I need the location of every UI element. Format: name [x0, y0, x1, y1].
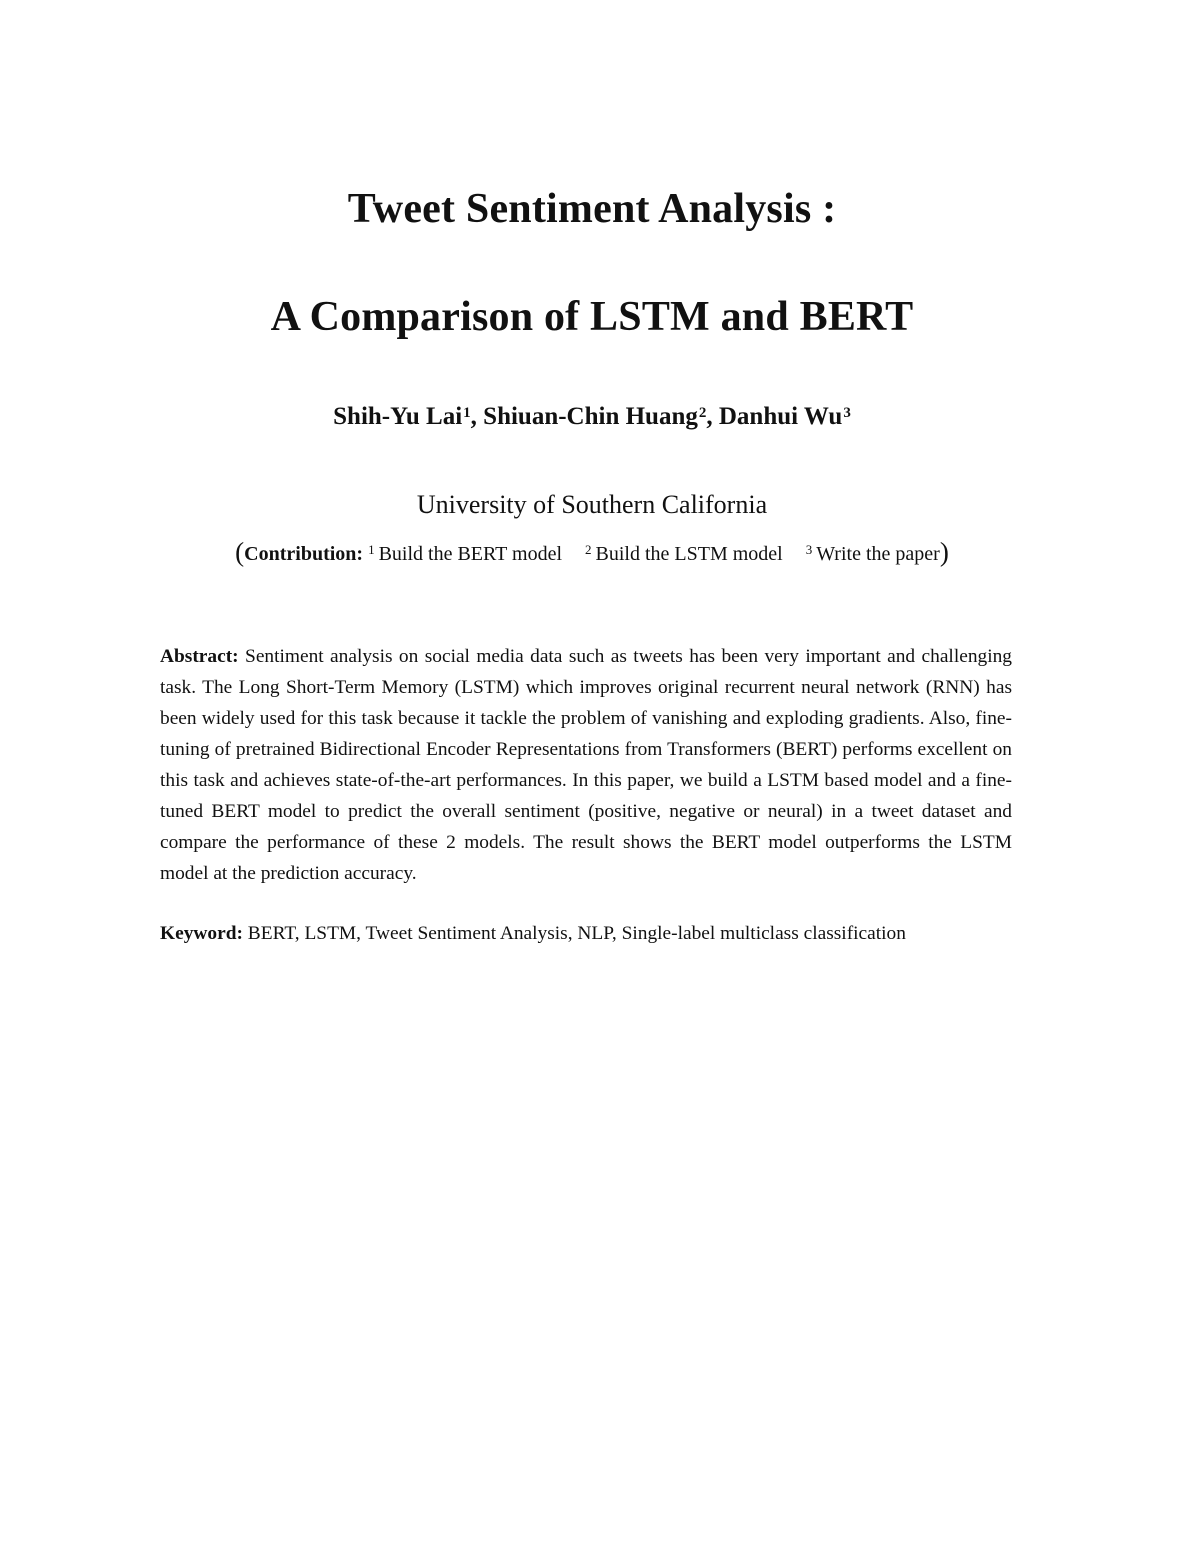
- contribution-mark: 1: [368, 542, 375, 557]
- author-name: Shiuan-Chin Huang: [483, 403, 698, 430]
- author-separator: ,: [470, 403, 484, 430]
- keywords: [160, 918, 1020, 949]
- contribution-item: Build the LSTM model: [595, 543, 783, 565]
- abstract: [160, 641, 1012, 889]
- keyword-text: BERT, LSTM, Tweet Sentiment Analysis, NLP, Single-label multiclass classification: [247, 923, 906, 944]
- author-affiliation-mark: 1: [463, 405, 471, 421]
- author-name: Danhui Wu: [718, 403, 843, 430]
- contribution-mark: 2: [585, 542, 592, 557]
- abstract-label: Abstract:: [160, 646, 239, 667]
- contribution-note: [0, 535, 1184, 571]
- author-name: Shih-Yu Lai: [333, 403, 463, 430]
- author-list: [0, 400, 1184, 434]
- paper-title-line-1: Tweet Sentiment Analysis :: [347, 186, 837, 232]
- affiliation: University of Southern California: [416, 490, 768, 519]
- author-affiliation-mark: 2: [698, 405, 707, 421]
- contribution-close-paren: ): [939, 537, 949, 567]
- keyword-label: Keyword:: [160, 923, 243, 944]
- contribution-open-paren: (: [235, 537, 245, 567]
- contribution-item: Write the paper: [816, 543, 940, 565]
- abstract-text: Sentiment analysis on social media data such as tweets has been very important and challenging task. The Long Short-Term Memory (LSTM) which improves original recurrent neural network (RNN) has been widely used for this task because it tackle the problem of vanishing and exploding gradients. Also, fine-tuning of pretrained Bidirectional Encoder Representations from Transformers (BERT) performs excellent on this task and achieves state-of-the-art performances. In this paper, we build a LSTM based model and a fine-tuned BERT model to predict the overall sentiment (positive, negative or neural) in a tweet dataset and compare the performance of these 2 models. The result shows the BERT model outperforms the LSTM model at the prediction accuracy.: [160, 646, 1012, 884]
- contribution-item: Build the BERT model: [378, 543, 563, 565]
- contribution-label: Contribution:: [244, 543, 364, 565]
- author-separator: ,: [706, 403, 719, 430]
- author-affiliation-mark: 3: [843, 405, 851, 421]
- paper-title-line-2: A Comparison of LSTM and BERT: [270, 294, 914, 340]
- contribution-mark: 3: [805, 542, 813, 557]
